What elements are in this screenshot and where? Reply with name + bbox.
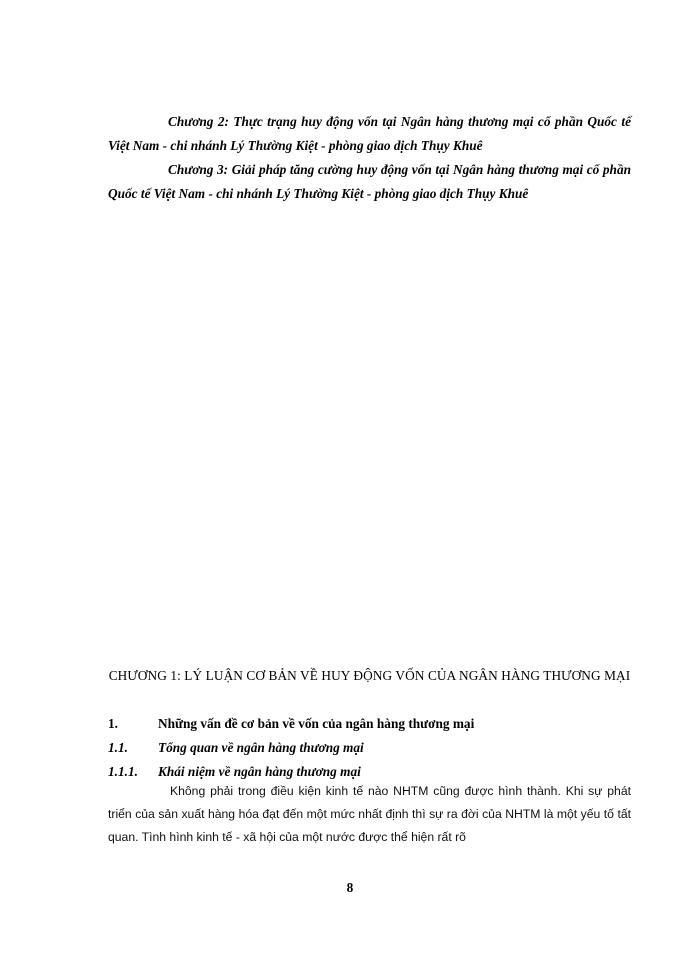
chapter-overview — [108, 110, 631, 206]
section-number: 1.1. — [108, 740, 128, 755]
section-number: 1. — [108, 716, 118, 731]
section-title: Tổng quan về ngân hàng thương mại — [158, 740, 364, 755]
section-heading-1 — [108, 712, 631, 736]
section-number: 1.1.1. — [108, 764, 138, 779]
section-title: Khái niệm về ngân hàng thương mại — [158, 764, 361, 779]
chapter-2-summary: Chương 2: Thực trạng huy động vốn tại Ngân hàng thương mại cổ phần Quốc tế Việt Nam - chi nhánh Lý Thường Kiệt - phòng giao dịch Thụy Khuê — [108, 114, 631, 153]
chapter-3-summary: Chương 3: Giải pháp tăng cường huy động vốn tại Ngân hàng thương mại cổ phần Quốc tế Việt Nam - chi nhánh Lý Thường Kiệt - phòng giao dịch Thụy Khuê — [108, 162, 631, 201]
section-heading-1-1 — [108, 736, 631, 760]
body-paragraph: Không phải trong điều kiện kinh tế nào NHTM cũng được hình thành. Khi sự phát triển của sản xuất hàng hóa đạt đến một mức nhất định thì sự ra đời của NHTM là một yếu tố tất quan. Tình hình kinh tế - xã hội của một nước được thể hiện rất rõ — [108, 784, 631, 844]
page-number: 8 — [346, 880, 354, 895]
section-title: Những vấn đề cơ bản về vốn của ngân hàng thương mại — [158, 716, 475, 731]
chapter-title: CHƯƠNG 1: LÝ LUẬN CƠ BẢN VỀ HUY ĐỘNG VỐN CỦA NGÂN HÀNG THƯƠNG MẠI — [108, 668, 631, 683]
